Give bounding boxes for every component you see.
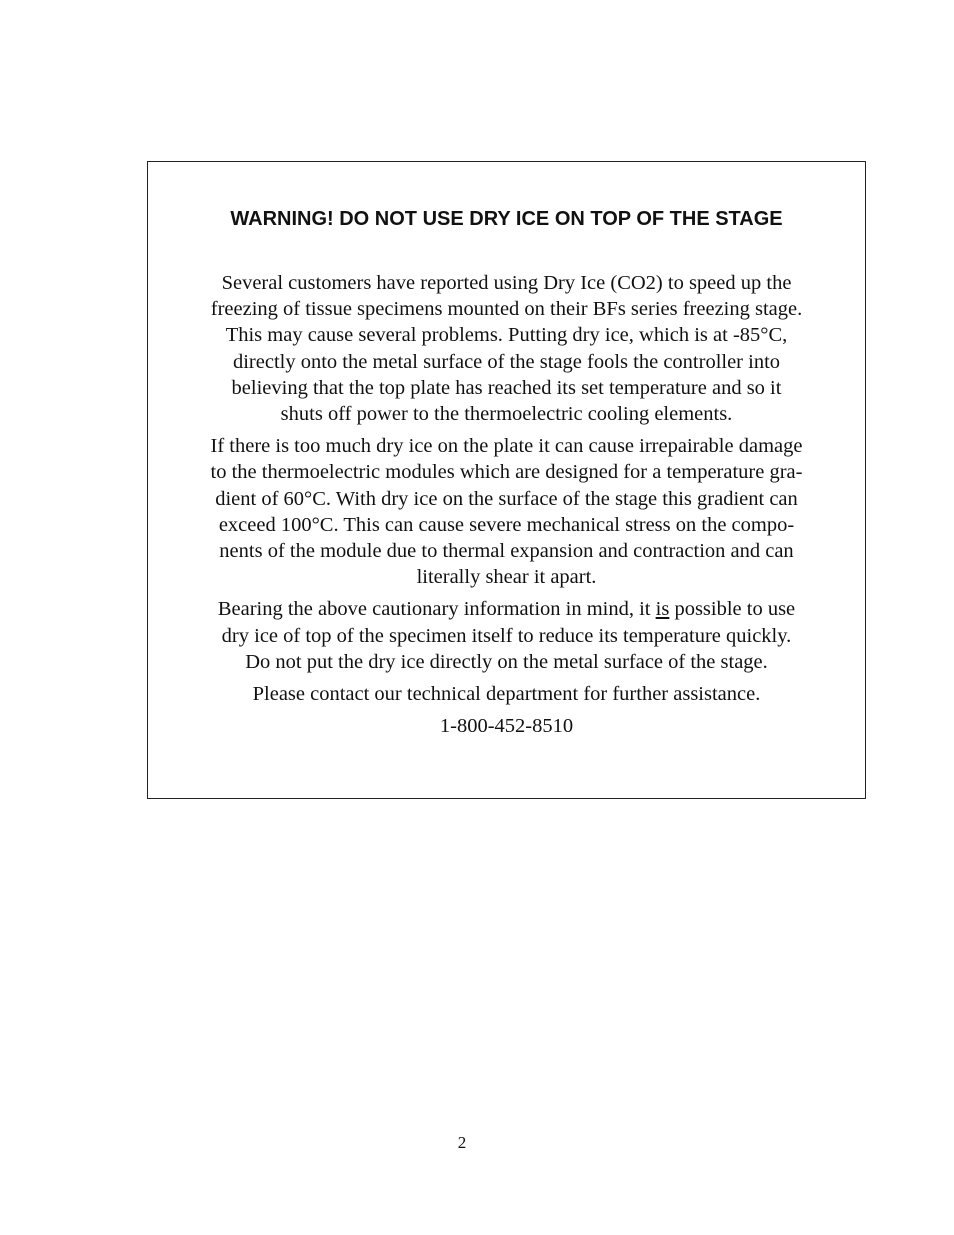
paragraph-damage bbox=[178, 433, 835, 590]
text-line: directly onto the metal surface of the stage fools the controller into bbox=[232, 350, 781, 373]
text-line: believing that the top plate has reached its set temperature and so it bbox=[231, 376, 782, 399]
text-line: exceed 100°C. This can cause severe mechanical stress on the compo- bbox=[218, 513, 795, 536]
warning-box bbox=[147, 161, 866, 799]
text-segment: possible to use bbox=[669, 598, 796, 621]
text-line: nents of the module due to thermal expansion and contraction and can bbox=[219, 540, 794, 563]
paragraph-dry-ice-problem bbox=[178, 270, 835, 427]
text-line: Several customers have reported using Dry Ice (CO2) to speed up the bbox=[221, 272, 792, 294]
contact-text bbox=[178, 681, 835, 707]
text-line bbox=[178, 596, 835, 622]
emphasis-is: is bbox=[655, 598, 670, 621]
page-number: 2 bbox=[457, 1133, 467, 1152]
paragraph-safe-use bbox=[178, 596, 835, 675]
text-line: 1-800-452-8510 bbox=[439, 715, 574, 738]
warning-body bbox=[178, 270, 835, 745]
warning-title: WARNING! DO NOT USE DRY ICE ON TOP OF THE STAGE bbox=[230, 208, 783, 230]
text-line: If there is too much dry ice on the plate it can cause irrepairable damage bbox=[210, 435, 803, 458]
phone-number bbox=[178, 713, 835, 739]
text-line: dry ice of top of the specimen itself to reduce its temperature quickly. bbox=[221, 624, 792, 647]
text-line: dient of 60°C. With dry ice on the surface of the stage this gradient can bbox=[215, 487, 798, 510]
text-line: This may cause several problems. Putting dry ice, which is at -85°C, bbox=[225, 324, 788, 347]
text-line: literally shear it apart. bbox=[416, 566, 597, 589]
text-line: to the thermoelectric modules which are designed for a temperature gra- bbox=[210, 461, 803, 484]
text-line: freezing of tissue specimens mounted on their BFs series freezing stage. bbox=[210, 298, 803, 321]
text-segment: Bearing the above cautionary information in mind, it bbox=[217, 598, 656, 621]
text-line: Do not put the dry ice directly on the metal surface of the stage. bbox=[245, 650, 768, 673]
text-line: shuts off power to the thermoelectric cooling elements. bbox=[280, 403, 733, 426]
text-line: Please contact our technical department for further assistance. bbox=[252, 683, 761, 706]
